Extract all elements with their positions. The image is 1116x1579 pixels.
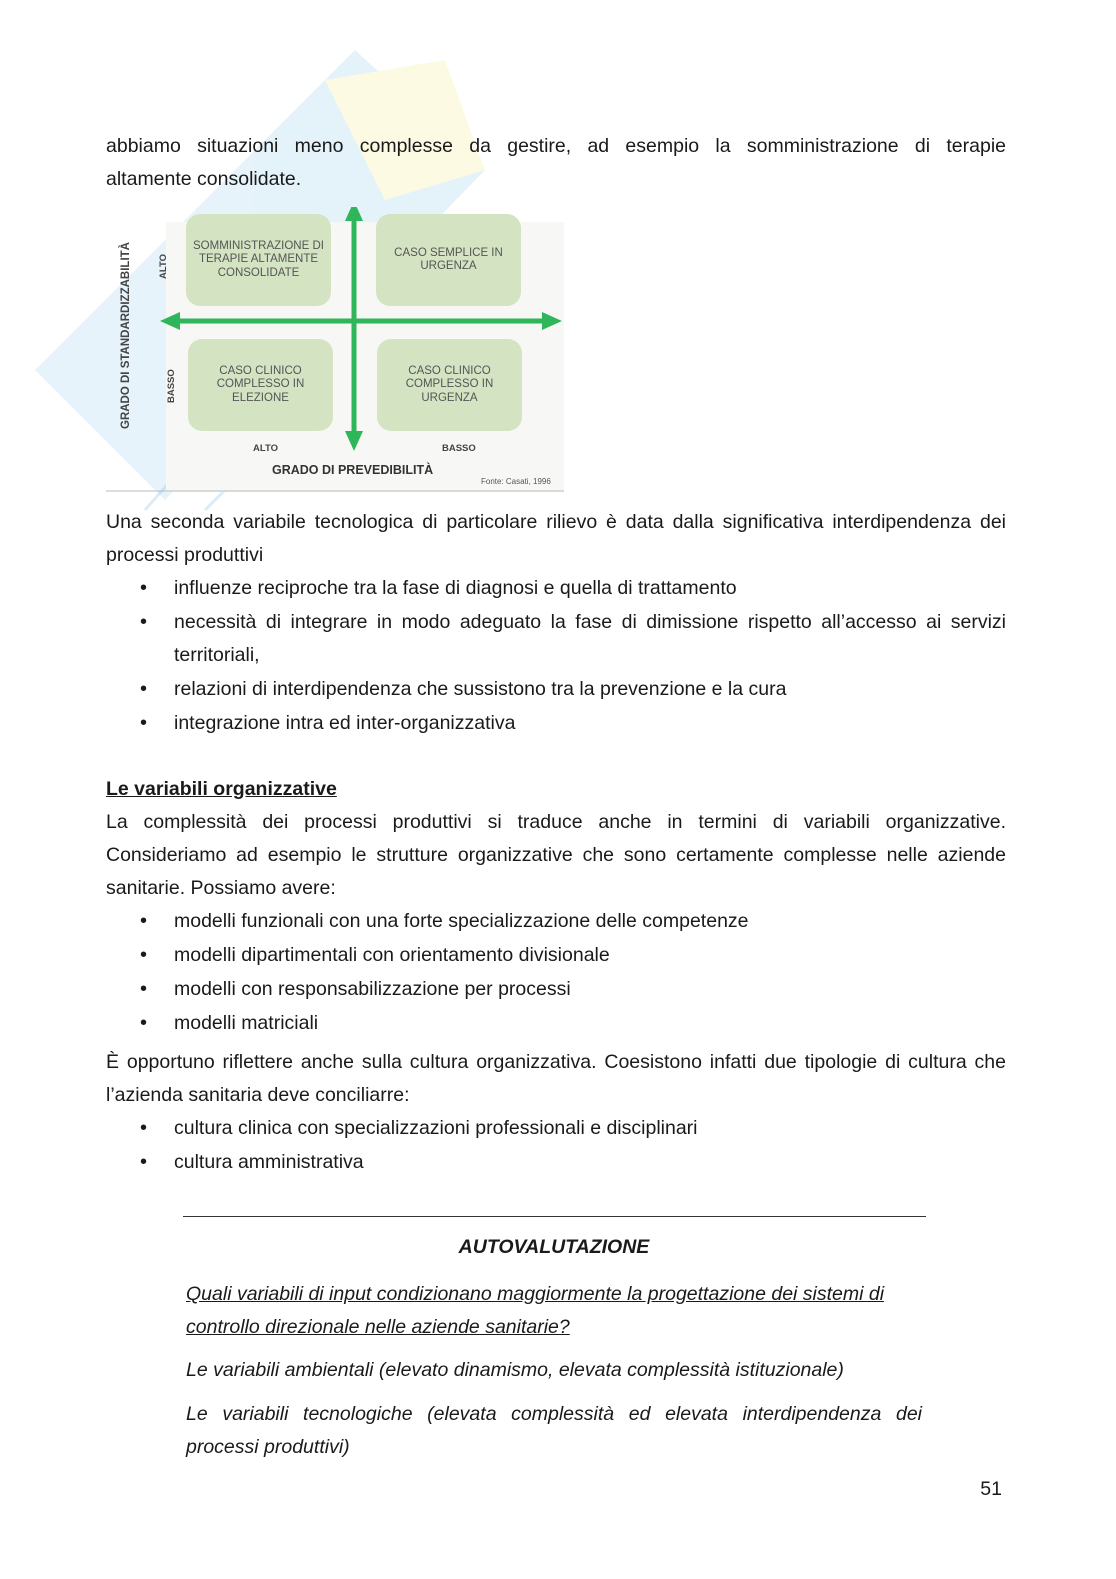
answer-text: Le variabili ambientali (elevato dinamismo, elevata complessità istituzionale) [186, 1359, 844, 1381]
x-axis-label: GRADO DI PREVEDIBILITÀ [272, 463, 434, 477]
list-item: • modelli dipartimentali con orientamento divisionale [106, 939, 1006, 972]
list-item: • cultura amministrativa [106, 1146, 1006, 1179]
x-low-label: BASSO [442, 443, 476, 454]
intro-paragraph [106, 130, 1006, 196]
predictability-standardizability-matrix [106, 207, 566, 494]
list-item: • modelli funzionali con una forte specializzazione delle competenze [106, 905, 1006, 938]
quadrant-top-right: CASO SEMPLICE IN URGENZA [376, 214, 521, 306]
question-text: Quali variabili di input condizionano maggiormente la progettazione dei sistemi di controllo direzionale nelle aziende sanitarie? [186, 1283, 885, 1338]
section-divider [183, 1216, 926, 1217]
intro-line-2: altamente consolidate. [106, 168, 302, 190]
org-paragraph: La complessità dei processi produttivi si traduce anche in termini di variabili organizzative. Consideriamo ad esempio le strutture organizzative che sono certamente complesse nelle aziende sanitarie. Possiamo avere: [106, 811, 1006, 899]
list-item: • modelli con responsabilizzazione per processi [106, 973, 1006, 1006]
y-high-label: ALTO [158, 254, 169, 279]
culture-paragraph: È opportuno riflettere anche sulla cultura organizzativa. Coesistono infatti due tipologie di cultura che l’azienda sanitaria deve conciliarre: [106, 1051, 1006, 1106]
quadrant-bottom-right: CASO CLINICO COMPLESSO IN URGENZA [377, 339, 522, 431]
quadrant-bottom-left: CASO CLINICO COMPLESSO IN ELEZIONE [188, 339, 333, 431]
culture-bullet-list [106, 1112, 1006, 1179]
self-assessment-answer-1 [186, 1354, 922, 1387]
org-section [106, 773, 1006, 1180]
quadrant-top-left: SOMMINISTRAZIONE DI TERAPIE ALTAMENTE CONSOLIDATE [186, 214, 331, 306]
page-number: 51 [980, 1478, 1002, 1500]
list-item: • integrazione intra ed inter-organizzativa [106, 707, 1006, 740]
y-low-label: BASSO [166, 369, 177, 403]
y-axis-label: GRADO DI STANDARDIZZABILITÀ [120, 242, 132, 429]
list-item: • relazioni di interdipendenza che sussistono tra la prevenzione e la cura [106, 673, 1006, 706]
self-assessment-answer-2 [186, 1398, 922, 1464]
tech-paragraph: Una seconda variabile tecnologica di particolare rilievo è data dalla significativa interdipendenza dei processi produttivi [106, 511, 1006, 566]
list-item: • modelli matriciali [106, 1007, 1006, 1040]
x-high-label: ALTO [253, 443, 278, 454]
self-assessment-title: AUTOVALUTAZIONE [458, 1236, 650, 1258]
list-item: • cultura clinica con specializzazioni professionali e disciplinari [106, 1112, 1006, 1145]
intro-line-1: abbiamo situazioni meno complesse da gestire, ad esempio la somministrazione di terapie [106, 135, 1006, 157]
tech-section [106, 506, 1006, 741]
self-assessment-question [186, 1278, 922, 1344]
answer-text: Le variabili tecnologiche (elevata complessità ed elevata interdipendenza dei processi produttivi) [186, 1403, 922, 1458]
tech-bullet-list [106, 572, 1006, 740]
list-item: • necessità di integrare in modo adeguato la fase di dimissione rispetto all’accesso ai servizi territoriali, [106, 606, 1006, 672]
list-item: • influenze reciproche tra la fase di diagnosi e quella di trattamento [106, 572, 1006, 605]
section-heading: Le variabili organizzative [106, 778, 337, 800]
org-bullet-list [106, 905, 1006, 1040]
figure-source: Fonte: Casati, 1996 [481, 477, 551, 486]
